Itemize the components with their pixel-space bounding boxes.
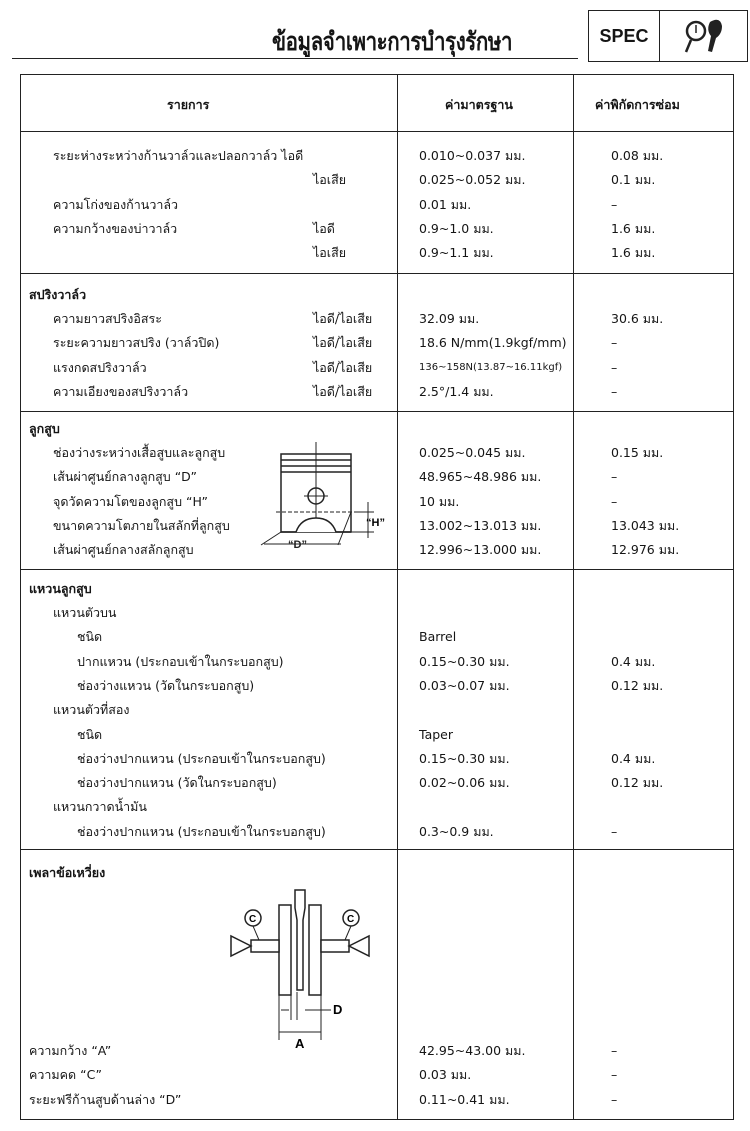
row-label: ปากแหวน (ประกอบเข้าในกระบอกสูบ): [77, 653, 284, 669]
standard-value: 0.025~0.052 มม.: [419, 172, 526, 188]
standard-value: 0.01 มม.: [419, 196, 472, 212]
row-label: ช่องว่างแหวน (วัดในกระบอกสูบ): [77, 677, 255, 693]
section-title-row: [21, 417, 733, 441]
row-qualifier: ไอดี/ไอเสีย: [313, 383, 373, 399]
table-row: [21, 217, 733, 241]
table-row: [21, 674, 733, 698]
row-label: แหวนตัวบน: [53, 605, 117, 620]
limit-value: 12.976 มม.: [611, 542, 680, 558]
standard-value: Barrel: [419, 629, 457, 645]
table-row: [21, 601, 733, 625]
crank-c-label-right: C: [347, 914, 355, 925]
spec-label: SPEC: [589, 11, 660, 61]
row-qualifier: ไอเสีย: [313, 245, 347, 261]
standard-value: 0.9~1.1 มม.: [419, 245, 494, 261]
row-label: แรงกดสปริงวาล์ว: [53, 359, 147, 375]
standard-value: 0.9~1.0 มม.: [419, 220, 494, 236]
limit-value: 0.1 มม.: [611, 172, 656, 188]
standard-value: 42.95~43.00 มม.: [419, 1043, 526, 1058]
row-label: ช่องว่างปากแหวน (วัดในกระบอกสูบ): [77, 775, 277, 791]
limit-value: 0.12 มม.: [611, 775, 664, 791]
row-label: ความคด “C”: [29, 1067, 103, 1083]
standard-value: 13.002~13.013 มม.: [419, 517, 542, 533]
row-label: ความกว้างของบ่าวาล์ว: [53, 220, 178, 236]
limit-value: 1.6 มม.: [611, 245, 656, 261]
piston-diagram: [226, 440, 386, 550]
standard-value: 48.965~48.986 มม.: [419, 469, 542, 485]
spec-badge: [588, 10, 748, 62]
limit-value: 0.4 มม.: [611, 750, 656, 766]
table-row: [21, 650, 733, 674]
table-row: [21, 331, 733, 355]
row-label: ชนิด: [77, 629, 103, 645]
section-title: ลูกสูบ: [29, 421, 60, 436]
row-label: จุดวัดความโตของลูกสูบ “H”: [53, 493, 208, 509]
table-row: [21, 698, 733, 722]
crank-d-label: D: [333, 1002, 343, 1017]
table-section: [21, 273, 733, 412]
limit-value: 30.6 มม.: [611, 311, 664, 326]
table-row: [21, 795, 733, 819]
row-label: แหวนตัวที่สอง: [53, 702, 130, 718]
standard-value: 0.15~0.30 มม.: [419, 653, 510, 669]
crankshaft-diagram: [221, 880, 381, 1050]
column-header-item: รายการ: [167, 97, 210, 112]
table-row: [21, 625, 733, 649]
table-row: [21, 747, 733, 771]
limit-value: –: [611, 1067, 618, 1083]
section-title: เพลาข้อเหวี่ยง: [29, 865, 106, 880]
row-label: เส้นผ่าศูนย์กลางสลักลูกสูบ: [53, 542, 194, 558]
row-label: ระยะห่างระหว่างก้านวาล์วและปลอกวาล์ว ไอดี: [53, 148, 304, 163]
limit-value: 0.4 มม.: [611, 653, 656, 669]
standard-value: 2.5°/1.4 มม.: [419, 383, 494, 399]
table-section: [21, 131, 733, 274]
row-label: ช่องว่างปากแหวน (ประกอบเข้าในกระบอกสูบ): [77, 750, 326, 766]
row-label: ระยะฟรีก้านสูบด้านล่าง “D”: [29, 1091, 182, 1107]
limit-value: 1.6 มม.: [611, 220, 656, 236]
standard-value: 0.03 มม.: [419, 1067, 472, 1083]
row-label: ความกว้าง “A”: [29, 1043, 112, 1058]
table-row: [21, 144, 733, 168]
row-label: แหวนกวาดน้ำมัน: [53, 799, 147, 815]
standard-value: 12.996~13.000 มม.: [419, 542, 542, 558]
section-title: แหวนลูกสูบ: [29, 581, 92, 596]
piston-d-label: “D”: [288, 539, 307, 550]
row-qualifier: ไอดี/ไอเสีย: [313, 335, 373, 351]
row-qualifier: ไอดี: [313, 220, 335, 236]
standard-value: 18.6 N/mm(1.9kgf/mm): [419, 335, 567, 351]
row-label: ความยาวสปริงอิสระ: [53, 311, 162, 326]
limit-value: –: [611, 335, 618, 351]
table-row: [21, 307, 733, 331]
row-label: เส้นผ่าศูนย์กลางลูกสูบ “D”: [53, 469, 197, 485]
table-row: [21, 380, 733, 404]
standard-value: 0.010~0.037 มม.: [419, 148, 526, 163]
standard-value: 0.025~0.045 มม.: [419, 445, 526, 460]
table-row: [21, 1088, 733, 1112]
limit-value: –: [611, 1091, 618, 1107]
row-label: ขนาดความโตภายในสลักที่ลูกสูบ: [53, 517, 230, 533]
table-header: [21, 75, 733, 132]
standard-value: 0.02~0.06 มม.: [419, 775, 510, 791]
table-row: [21, 168, 733, 192]
standard-value: 10 มม.: [419, 493, 460, 509]
standard-value: 0.11~0.41 มม.: [419, 1091, 510, 1107]
row-qualifier: ไอเสีย: [313, 172, 347, 188]
crank-a-label: A: [295, 1036, 305, 1050]
row-label: ช่องว่างปากแหวน (ประกอบเข้าในกระบอกสูบ): [77, 823, 326, 839]
limit-value: 0.15 มม.: [611, 445, 664, 460]
limit-value: –: [611, 823, 618, 839]
table-row: [21, 771, 733, 795]
row-label: ชนิด: [77, 726, 103, 742]
table-row: [21, 193, 733, 217]
table-row: [21, 241, 733, 265]
limit-value: –: [611, 359, 618, 375]
section-title-row: [21, 283, 733, 307]
crank-c-label-left: C: [249, 914, 257, 925]
section-title: สปริงวาล์ว: [29, 287, 87, 302]
standard-value: 0.15~0.30 มม.: [419, 750, 510, 766]
table-row: [21, 356, 733, 380]
limit-value: –: [611, 1043, 618, 1058]
standard-value: 0.3~0.9 มม.: [419, 823, 494, 839]
row-label: ความเอียงของสปริงวาล์ว: [53, 383, 189, 399]
limit-value: 0.08 มม.: [611, 148, 664, 163]
row-label: ช่องว่างระหว่างเสื้อสูบและลูกสูบ: [53, 445, 226, 460]
table-row: [21, 723, 733, 747]
table-row: [21, 1063, 733, 1087]
standard-value: 32.09 มม.: [419, 311, 480, 326]
row-qualifier: ไอดี/ไอเสีย: [313, 311, 373, 326]
dial-gauge-icon: [660, 11, 747, 61]
row-label: ความโก่งของก้านวาล์ว: [53, 196, 179, 212]
limit-value: –: [611, 469, 618, 485]
standard-value: Taper: [419, 726, 453, 742]
table-row: [21, 820, 733, 844]
row-qualifier: ไอดี/ไอเสีย: [313, 359, 373, 375]
standard-value: 0.03~0.07 มม.: [419, 677, 510, 693]
column-header-limit: ค่าพิกัดการซ่อม: [595, 97, 680, 112]
limit-value: 0.12 มม.: [611, 677, 664, 693]
limit-value: –: [611, 196, 618, 212]
row-label: ระยะความยาวสปริง (วาล์วปิด): [53, 335, 220, 351]
standard-value: 136~158N(13.87~16.11kgf): [419, 361, 563, 373]
piston-h-label: “H”: [366, 517, 385, 529]
limit-value: –: [611, 383, 618, 399]
table-section: [21, 569, 733, 850]
page-title: ข้อมูลจำเพาะการบำรุงรักษา: [272, 27, 513, 56]
limit-value: 13.043 มม.: [611, 517, 680, 533]
title-rule: [12, 58, 578, 59]
spec-table: [20, 74, 734, 1120]
limit-value: –: [611, 493, 618, 509]
column-header-standard: ค่ามาตรฐาน: [445, 97, 513, 112]
section-title-row: [21, 577, 733, 601]
